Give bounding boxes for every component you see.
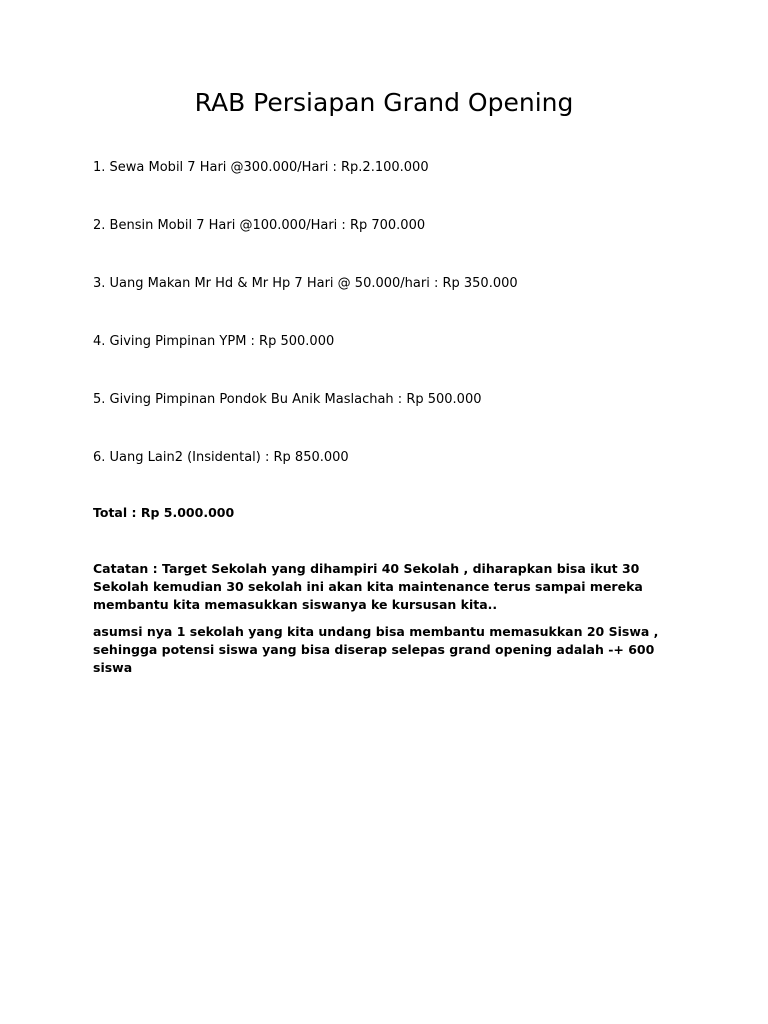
budget-item-1: 1. Sewa Mobil 7 Hari @300.000/Hari : Rp.2.100.000 bbox=[93, 160, 429, 175]
budget-item-3: 3. Uang Makan Mr Hd & Mr Hp 7 Hari @ 50.000/hari : Rp 350.000 bbox=[93, 276, 518, 291]
budget-item-6: 6. Uang Lain2 (Insidental) : Rp 850.000 bbox=[93, 450, 349, 465]
assumption-paragraph: asumsi nya 1 sekolah yang kita undang bisa membantu memasukkan 20 Siswa , sehingga potensi siswa yang bisa diserap selepas grand opening adalah -+ 600 siswa bbox=[93, 624, 659, 675]
budget-total: Total : Rp 5.000.000 bbox=[93, 505, 235, 520]
budget-item-4: 4. Giving Pimpinan YPM : Rp 500.000 bbox=[93, 334, 335, 349]
budget-item-5: 5. Giving Pimpinan Pondok Bu Anik Maslachah : Rp 500.000 bbox=[93, 392, 482, 407]
page-title: RAB Persiapan Grand Opening bbox=[194, 88, 574, 117]
note-paragraph: Catatan : Target Sekolah yang dihampiri 40 Sekolah , diharapkan bisa ikut 30 Sekolah kemudian 30 sekolah ini akan kita maintenance terus sampai mereka membantu kita memasukkan siswanya ke kursusan kita.. bbox=[93, 561, 643, 612]
budget-item-2: 2. Bensin Mobil 7 Hari @100.000/Hari : Rp 700.000 bbox=[93, 218, 426, 233]
